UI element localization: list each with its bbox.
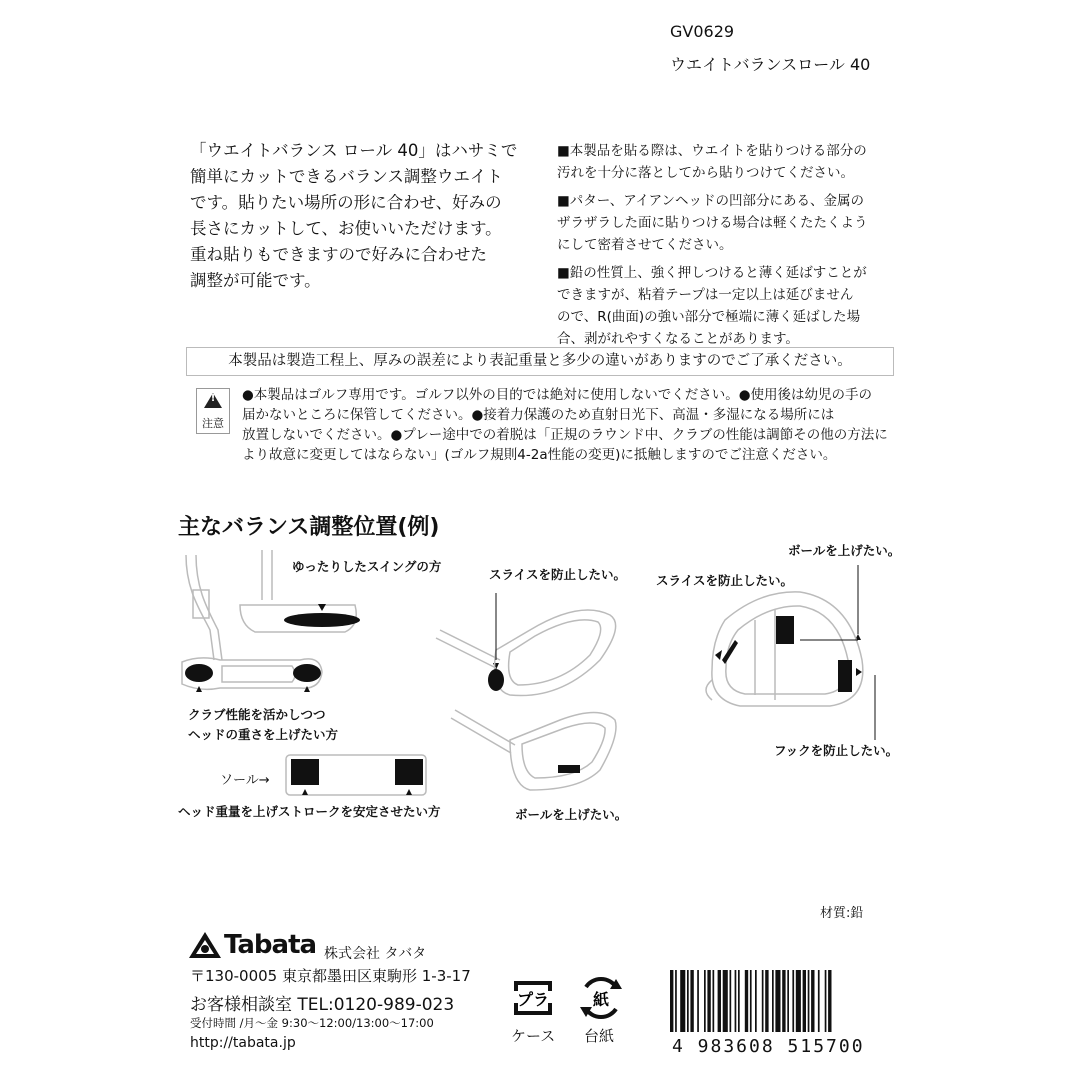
barcode-bar xyxy=(787,970,789,1032)
company-url[interactable]: http://tabata.jp xyxy=(190,1035,296,1051)
company-logo xyxy=(188,930,316,960)
barcode-bar xyxy=(730,970,732,1032)
label-putter-mid-1: クラブ性能を活かしつつ xyxy=(188,707,326,722)
plastic-recycle-icon xyxy=(508,975,558,1021)
barcode-bar xyxy=(755,970,757,1032)
label-iron-ball: ボールを上げたい。 xyxy=(515,807,628,822)
barcode-bar xyxy=(792,970,794,1032)
weight-mark xyxy=(185,664,213,682)
caution-line: 放置しないでください。●プレー途中での着脱は「正規のラウンド中、クラブの性能は調節その他の方法に xyxy=(242,427,888,443)
barcode-bar xyxy=(697,970,699,1032)
barcode-bar xyxy=(765,970,768,1032)
paper-recycle-icon xyxy=(576,975,626,1021)
note-line: にして密着させてください。 xyxy=(557,237,733,253)
label-iron-slice: スライスを防止したい。 xyxy=(489,567,627,582)
barcode-bar xyxy=(707,970,710,1032)
label-putter-mid-2: ヘッドの重さを上げたい方 xyxy=(188,727,339,742)
barcode-bar xyxy=(772,970,774,1032)
label-wood-slice: スライスを防止したい。 xyxy=(656,573,794,588)
caution-line: ●本製品はゴルフ専用です。ゴルフ以外の目的では絶対に使用しないでください。●使用後は幼児の手の xyxy=(242,387,872,403)
plastic-mark-text: プラ xyxy=(516,990,550,1009)
weight-mark xyxy=(558,765,580,773)
barcode-bar xyxy=(828,970,831,1032)
label-wood-ball: ボールを上げたい。 xyxy=(788,543,901,558)
barcode-bar xyxy=(775,970,780,1032)
barcode-bar xyxy=(723,970,728,1032)
barcode-bar xyxy=(735,970,737,1032)
barcode-bar xyxy=(670,970,673,1032)
weight-mark xyxy=(838,660,852,692)
intro-line: 調整が可能です。 xyxy=(190,271,321,290)
intro-line: です。貼りたい場所の形に合わせ、好みの xyxy=(190,193,502,212)
note-line: ザラザラした面に貼りつける場合は軽くたたくよう xyxy=(557,215,868,231)
barcode-bar xyxy=(718,970,721,1032)
paper-label: 台紙 xyxy=(584,1027,615,1045)
caution-badge: ! 注意 xyxy=(196,388,230,434)
note-line: ■パター、アイアンヘッドの凹部分にある、金属の xyxy=(557,193,865,209)
company-address: 〒130-0005 東京都墨田区東駒形 1-3-17 xyxy=(190,967,471,985)
caution-label: 注意 xyxy=(202,417,224,430)
note-line: 合、剥がれやすくなることがあります。 xyxy=(557,331,799,347)
material-label: 材質:鉛 xyxy=(820,906,864,921)
note-line: できますが、粘着テープは一定以上は延びません xyxy=(557,287,854,303)
weight-mark xyxy=(395,759,423,785)
barcode-bar xyxy=(687,970,689,1032)
barcode-bar xyxy=(782,970,785,1032)
company-name: 株式会社 タバタ xyxy=(324,946,427,962)
intro-line: 簡単にカットできるバランス調整ウエイト xyxy=(190,167,503,186)
barcode-bar xyxy=(738,970,740,1032)
barcode-bar xyxy=(762,970,764,1032)
barcode-bar xyxy=(796,970,801,1032)
logo-text: Tabata xyxy=(224,930,317,960)
note-line: 汚れを十分に落としてから貼りつけてください。 xyxy=(557,165,854,181)
business-hours: 受付時間 /月〜金 9:30〜12:00/13:00〜17:00 xyxy=(190,1016,434,1030)
disclaimer-box: 本製品は製造工程上、厚みの誤差により表記重量と多少の違いがありますのでご了承ください。 xyxy=(186,347,894,376)
label-wood-hook: フックを防止したい。 xyxy=(774,743,899,758)
note-line: ■本製品を貼る際は、ウエイトを貼りつける部分の xyxy=(557,143,867,159)
paper-mark-text: 紙 xyxy=(592,990,610,1009)
barcode-bar xyxy=(675,970,677,1032)
note-line: ので、R(曲面)の強い部分で極端に薄く延ばした場 xyxy=(557,309,861,325)
iron-illustration xyxy=(436,610,616,790)
caution-line: より故意に変更してはならない」(ゴルフ規則4-2a性能の変更)に抵触しますのでご注意ください。 xyxy=(242,447,837,463)
barcode-bar xyxy=(713,970,715,1032)
barcode-bar xyxy=(808,970,810,1032)
barcode-bar xyxy=(818,970,820,1032)
label-putter-bottom: ヘッド重量を上げストロークを安定させたい方 xyxy=(178,804,441,819)
barcode-bar xyxy=(745,970,748,1032)
customer-contact: お客様相談室 TEL:0120-989-023 xyxy=(190,995,455,1015)
barcode-number: 4 983608 515700 xyxy=(672,1036,865,1057)
weight-mark xyxy=(488,669,504,691)
product-name: ウエイトバランスロール 40 xyxy=(670,55,871,74)
weight-mark xyxy=(293,664,321,682)
barcode-bar xyxy=(811,970,814,1032)
weight-mark xyxy=(776,616,794,644)
tabata-logo-icon xyxy=(188,930,222,960)
barcode xyxy=(670,970,884,1032)
barcode-bar xyxy=(825,970,827,1032)
barcode-bar xyxy=(803,970,806,1032)
diagram-title: 主なバランス調整位置(例) xyxy=(178,515,440,540)
intro-line: 「ウエイトバランス ロール 40」はハサミで xyxy=(190,141,518,160)
weight-mark xyxy=(291,759,319,785)
intro-line: 長さにカットして、お使いいただけます。 xyxy=(190,219,502,238)
barcode-bar xyxy=(690,970,693,1032)
note-line: ■鉛の性質上、強く押しつけると薄く延ばすことが xyxy=(557,265,867,281)
weight-mark xyxy=(284,613,360,627)
barcode-bar xyxy=(680,970,685,1032)
case-label: ケース xyxy=(511,1027,556,1045)
barcode-bar xyxy=(704,970,706,1032)
label-sole: ソール→ xyxy=(220,773,270,788)
intro-line: 重ね貼りもできますので好みに合わせた xyxy=(190,245,487,264)
caution-line: 届かないところに保管してください。●接着力保護のため直射日光下、高温・多湿になる場所には xyxy=(242,407,835,423)
barcode-bar xyxy=(750,970,752,1032)
product-code: GV0629 xyxy=(670,22,735,41)
label-putter-top: ゆったりしたスイングの方 xyxy=(292,559,442,574)
